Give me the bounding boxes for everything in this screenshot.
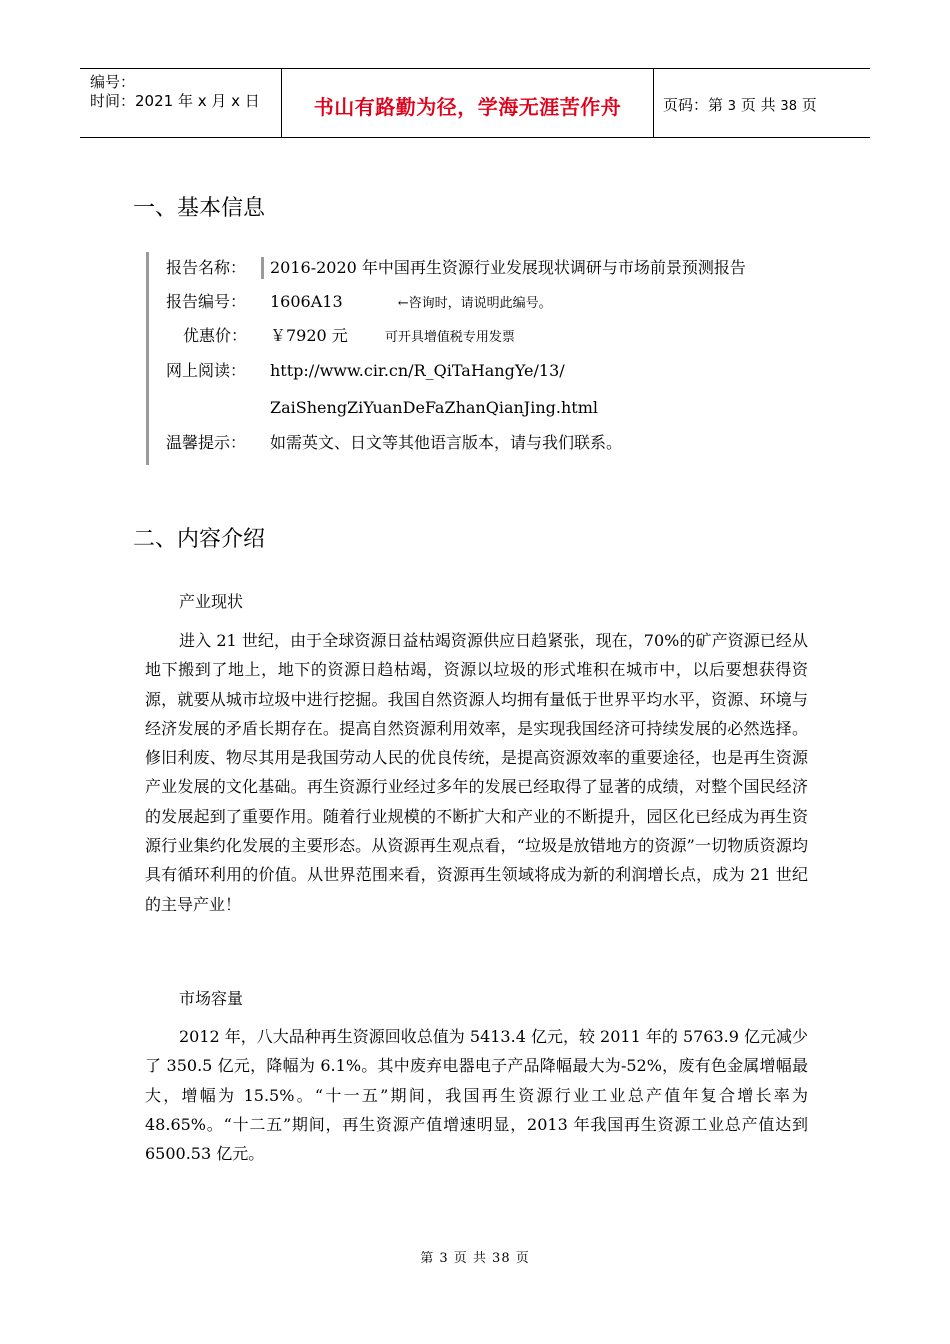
report-url-line2[interactable]: ZaiShengZiYuanDeFaZhanQianJing.html	[270, 398, 598, 417]
header-motto: 书山有路勤为径，学海无涯苦作舟	[313, 95, 622, 119]
header-divider	[653, 69, 654, 137]
price-row: 优惠价： ￥7920 元 可开具增值税专用发票	[183, 326, 515, 345]
report-name-row: 报告名称： 2016-2020 年中国再生资源行业发展现状调研与市场前景预测报告	[166, 258, 746, 277]
paragraph-market-size: 2012 年，八大品种再生资源回收总值为 5413.4 亿元，较 2011 年的 5763.9 亿元减少了 350.5 亿元，降幅为 6.1%。其中废弃电器电子产品降幅最大为-52%，废有色金属增幅最大，增幅为 15.5%。“十一五”期间，我国再生资源行业工业总产值年复合增长率为 48.65%。“十二五”期间，再生资源产值增速明显，2013 年我国再生资源工业总产值达到 6500.53 亿元。	[145, 1027, 809, 1164]
online-reading-row: 网上阅读： http://www.cir.cn/R_QiTaHangYe/13/	[166, 361, 565, 380]
invoice-note: 可开具增值税专用发票	[384, 330, 515, 345]
header-meta	[90, 73, 260, 111]
section-heading-basic-info: 一、基本信息	[133, 196, 266, 221]
date-label: 时间：2021 年 x 月 x 日	[90, 92, 260, 110]
paragraph-industry-status: 进入 21 世纪，由于全球资源日益枯竭资源供应日趋紧张，现在，70%的矿产资源已经从地下搬到了地上，地下的资源日趋枯竭，资源以垃圾的形式堆积在城市中，以后要想获得资源，就要从城市垃圾中进行挖掘。我国自然资源人均拥有量低于世界平均水平，资源、环境与经济发展的矛盾长期存在。提高自然资源利用效率，是实现我国经济可持续发展的必然选择。修旧利废、物尽其用是我国劳动人民的优良传统，是提高资源效率的重要途径，也是再生资源产业发展的文化基础。再生资源行业经过多年的发展已经取得了显著的成绩，对整个国民经济的发展起到了重要作用。随着行业规模的不断扩大和产业的不断提升，园区化已经成为再生资源行业集约化发展的主要形态。从资源再生观点看，“垃圾是放错地方的资源”一切物质资源均具有循环利用的价值。从世界范围来看，资源再生领域将成为新的利润增长点，成为 21 世纪的主导产业！	[145, 631, 808, 914]
header-page-number: 页码：第 3 页 共 38 页	[663, 96, 817, 114]
tip-row: 温馨提示： 如需英文、日文等其他语言版本，请与我们联系。	[166, 433, 623, 452]
report-info-block	[146, 252, 849, 465]
subheading-industry-status: 产业现状	[179, 592, 244, 611]
tip-text: 如需英文、日文等其他语言版本，请与我们联系。	[270, 433, 623, 452]
report-name: 2016-2020 年中国再生资源行业发展现状调研与市场前景预测报告	[261, 257, 746, 279]
report-number: 1606A13	[270, 292, 343, 311]
code-label: 编号：	[90, 73, 136, 91]
page-footer: 第 3 页 共 38 页	[420, 1251, 530, 1266]
section-heading-content: 二、内容介绍	[133, 527, 266, 552]
report-number-note: ←咨询时，请说明此编号。	[397, 296, 552, 311]
report-number-row: 报告编号： 1606A13 ←咨询时，请说明此编号。	[166, 292, 552, 311]
online-reading-row-cont	[166, 397, 598, 419]
subheading-market-size: 市场容量	[179, 989, 244, 1008]
page-header	[80, 68, 870, 138]
price: ￥7920 元	[270, 326, 348, 345]
report-url-line1[interactable]: http://www.cir.cn/R_QiTaHangYe/13/	[270, 361, 565, 380]
